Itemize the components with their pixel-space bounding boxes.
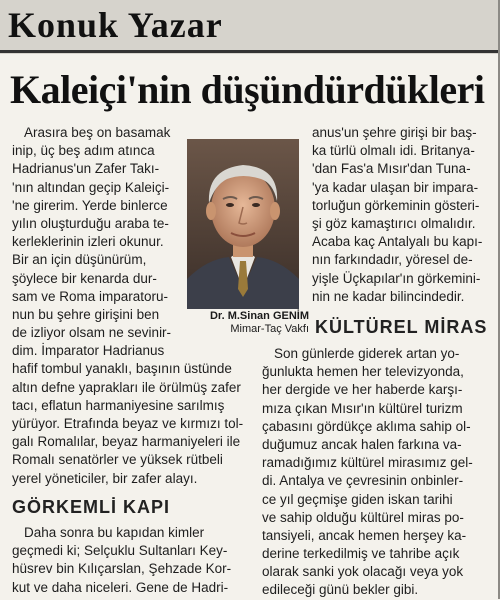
subhead-kulturel-miras: KÜLTÜREL MİRAS: [315, 317, 488, 337]
text-line: Romalı senatörler ve yüksek rütbeli: [12, 452, 223, 468]
text-line: altın defne yaprakları ile örülmüş zafer: [12, 379, 241, 395]
text-line: duğumuz ancak halen farkına va-: [262, 436, 462, 452]
text-line: hafif tombul yanaklı, başının üstünde: [12, 361, 232, 377]
caption-name: Dr. M.Sinan GENİM: [209, 310, 309, 322]
text-line: her dergide ve her haberde karşı-: [262, 382, 463, 398]
text-line: anus'un şehre girişi bir baş-: [312, 125, 477, 140]
text-line: galı Romalılar, beyaz harmaniyeleri ile: [12, 434, 241, 450]
text-line: ğunlukta hemen her televizyonda,: [262, 364, 464, 380]
text-line: derine terkedilmiş ve tahribe açık: [262, 546, 460, 562]
left-column: [12, 124, 244, 597]
right-subhead-block: [315, 318, 495, 336]
text-line: 'dan Fas'a Mısır'dan Tuna-: [312, 161, 471, 177]
text-line: olarak sanki yok olacağı veya yok: [262, 564, 464, 580]
text-line: mıza çıkan Mısır'ın kültürel turizm: [262, 400, 463, 416]
left-paragraph-2: [12, 524, 234, 597]
text-line: nın farkındadır, yöresel de-: [312, 252, 473, 268]
text-line: yişle Üçkapılar'ın görkemini-: [312, 270, 481, 286]
right-paragraph-2: [262, 345, 494, 600]
text-line: de izliyor olsam ne sevinir-: [12, 325, 172, 341]
text-line: ve sahip olduğu kültürel miras po-: [262, 509, 464, 525]
text-line: ce yıl geçmişe giden iskan tarihi: [262, 491, 453, 507]
text-line: Daha sonra bu kapıdan kimler: [24, 524, 205, 540]
text-line: Acaba kaç Antalyalı bu kapı-: [312, 234, 483, 250]
text-line: 'ne girerim. Yerde binlerce: [12, 197, 168, 213]
text-line: tacı, eflatun harmaniyesine sarılmış: [12, 397, 225, 413]
text-line: nun bu şehre girişini ben: [12, 306, 160, 322]
text-line: 'nın altından geçip Kaleiçi-: [12, 179, 170, 195]
text-line: 'ya kadar ulaşan bir impara-: [312, 179, 479, 195]
text-line: tansiyeli, ancak hemen herşey ka-: [262, 527, 467, 543]
text-line: Son günlerde giderek artan yo-: [274, 346, 460, 361]
text-line: yılın oluşturduğu araba te-: [12, 215, 169, 231]
text-line: Bir an için düşünürüm,: [12, 252, 147, 268]
section-banner: [0, 0, 500, 54]
banner-rule: [0, 50, 500, 53]
text-line: kerleklerinin izleri okunur.: [12, 234, 164, 250]
text-line: ka türlü olmalı idi. Britanya-: [312, 143, 475, 159]
article-headline: Kaleiçi'nin düşündürdükleri: [10, 67, 485, 112]
text-line: Arasıra beş on basamak: [24, 125, 171, 140]
text-line: kut ve daha niceleri. Gene de Hadri-: [12, 579, 229, 595]
text-line: nin ne kadar bilincindedir.: [312, 288, 465, 304]
text-line: yerel yöneticiler, bir zafer alayı.: [12, 470, 198, 486]
right-paragraph-1: [312, 124, 492, 306]
left-paragraph-1: [12, 124, 244, 488]
text-line: hüsrev bin Kılıçarslan, Şehzade Kor-: [12, 561, 232, 577]
text-line: şöylece bir kenarda dur-: [12, 270, 157, 286]
text-line: di. Antalya ve çevresinin onbinler-: [262, 473, 464, 489]
text-line: edileceği günü bekler gibi.: [262, 582, 419, 598]
text-line: geçmedi ki; Selçuklu Sultanları Key-: [12, 543, 228, 559]
text-line: sam ve Roma imparatoru-: [12, 288, 169, 304]
text-line: çabasını gördükçe aklıma sahip ol-: [262, 418, 471, 434]
text-line: inip, üç beş adım atınca: [12, 143, 155, 159]
section-kicker: Konuk Yazar: [8, 5, 223, 45]
right-column: [312, 124, 492, 306]
subhead-gorkemli-kapi: GÖRKEMLİ KAPI: [12, 496, 171, 517]
text-line: şi göz kamaştırıcı olmalıdır.: [312, 215, 476, 231]
text-line: dim. İmparator Hadrianus: [12, 343, 165, 359]
text-line: yürüyor. Etrafında beyaz ve kırmızı tol-: [12, 416, 244, 431]
caption-organization: Mimar-Taç Vakfı: [230, 323, 309, 335]
text-line: ramadığımız kültürel mirasımız gel-: [262, 455, 473, 471]
text-line: torluğun görkeminin gösteri-: [312, 197, 480, 213]
text-line: Hadrianus'un Zafer Takı-: [12, 161, 160, 177]
